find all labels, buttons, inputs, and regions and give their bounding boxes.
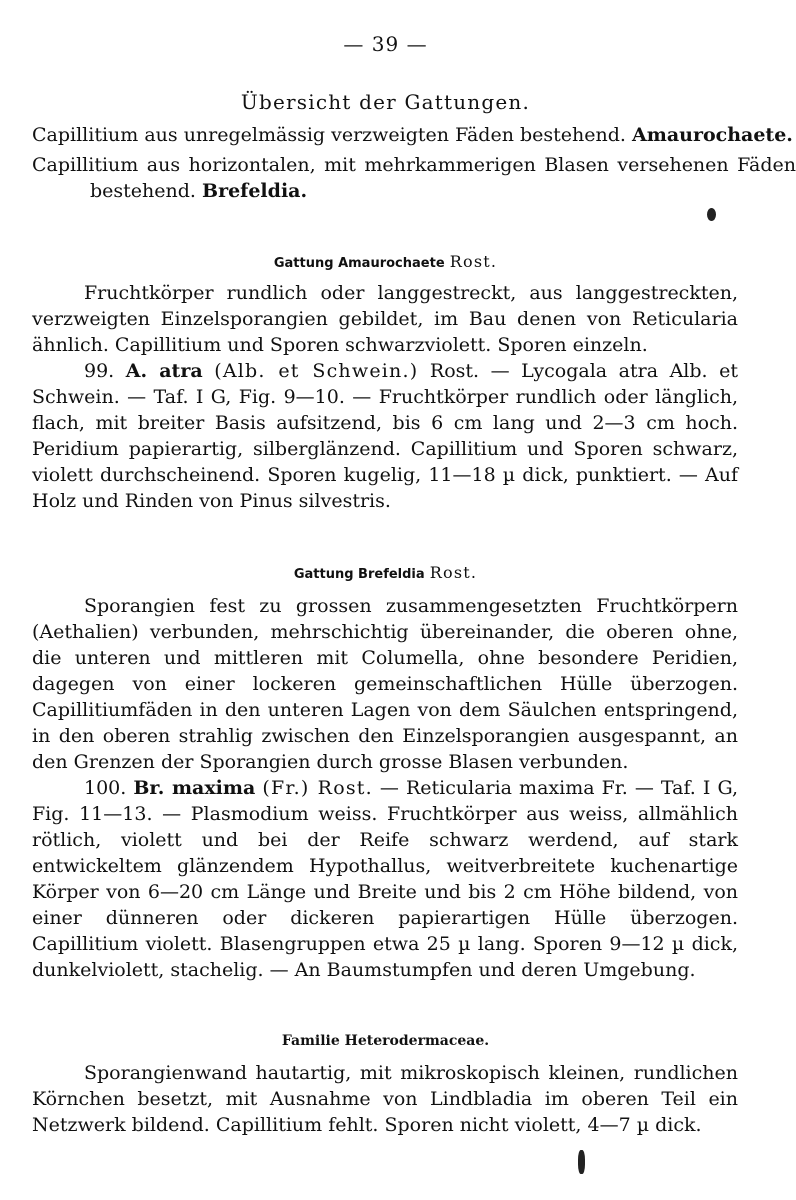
key-entry-2-text: Capillitium aus horizontalen, mit mehrkammerigen Blasen versehenen Fäden bestehend. — [32, 154, 796, 202]
brefeldia-description: Sporangien fest zu grossen zusammengesetzten Fruchtkörpern (Aethalien) verbunden, mehrschichtig übereinander, die oberen ohne, die unteren und mittleren mit Columella, ohne besondere Peridien, dagegen von einer lockeren gemeinschaftlichen Hülle überzogen. Capillitiumfäden in den unteren Lagen von dem Säulchen entspringend, in den oberen strahlig zwischen den Einzelsporangien ausgespannt, an den Grenzen der Sporangien durch grosse Blasen verbunden. — [32, 595, 738, 773]
species-100-number: 100. — [84, 777, 127, 799]
key-entry-1 — [32, 122, 796, 148]
key-entry-2 — [32, 152, 796, 204]
species-99-text: Rost. — Lycogala atra Alb. et Schwein. — Taf. I G, Fig. 9—10. — Fruchtkörper rundlich oder länglich, flach, mit breiter Basis aufsitzend, bis 6 cm lang und 2—3 cm hoch. Peridium papierartig, silberglänzend. Capillitium und Sporen schwarz, violett durchscheinend. Sporen kugelig, 11—18 µ dick, punktiert. — Auf Holz und Rinden von Pinus silvestris. — [32, 360, 738, 512]
key-entry-1-genus: Amaurochaete. — [631, 124, 793, 146]
brefeldia-title — [0, 563, 771, 582]
species-100-authority: (Fr.) Rost. — [262, 777, 373, 799]
brefeldia-title-author: Rost. — [429, 563, 478, 582]
species-99-authority: (Alb. et Schwein.) — [214, 360, 419, 382]
amaurochaete-description: Fruchtkörper rundlich oder langgestreckt, aus langgestreckten, verzweigten Einzelsporangien gebildet, im Bau denen von Reticularia ähnlich. Capillitium und Sporen schwarzviolett. Sporen einzeln. — [32, 282, 738, 356]
amaurochaete-species-99 — [32, 358, 738, 514]
overview-heading: Übersicht der Gattungen. — [240, 90, 531, 114]
ink-blot-2 — [578, 1150, 585, 1174]
species-100-name: Br. maxima — [133, 777, 256, 799]
species-99-name: A. atra — [125, 360, 203, 382]
brefeldia-title-name: Gattung Brefeldia — [293, 567, 425, 582]
species-100-text: — Reticularia maxima Fr. — Taf. I G, Fig. 11—13. — Plasmodium weiss. Fruchtkörper aus weiss, allmählich rötlich, violett und bei der Reife schwarz werdend, auf stark entwickeltem glänzendem Hypothallus, weitverbreitete kuchenartige Körper von 6—20 cm Länge und Breite und bis 2 cm Höhe bildend, von einer dünneren oder dickeren papierartigen Hülle überzogen. Capillitium violett. Blasengruppen etwa 25 µ lang. Sporen 9—12 µ dick, dunkelviolett, stachelig. — An Baumstumpfen und deren Umgebung. — [32, 777, 738, 981]
brefeldia-species-100 — [32, 775, 738, 983]
family-heterodermaceae-description: Sporangienwand hautartig, mit mikroskopisch kleinen, rundlichen Körnchen besetzt, mit Ausnahme von Lindbladia im oberen Teil ein Netzwerk bildend. Capillitium fehlt. Sporen nicht violett, 4—7 µ dick. — [32, 1062, 738, 1136]
key-entry-1-text: Capillitium aus unregelmässig verzweigten Fäden bestehend. — [32, 124, 626, 146]
key-entry-2-genus: Brefeldia. — [202, 180, 308, 202]
amaurochaete-title-author: Rost. — [449, 252, 498, 271]
family-heterodermaceae-title: Familie Heterodermaceae. — [281, 1033, 490, 1049]
amaurochaete-title — [0, 252, 771, 271]
ink-blot-1 — [707, 208, 716, 221]
page-number: — 39 — — [343, 32, 428, 56]
amaurochaete-title-name: Gattung Amaurochaete — [273, 256, 445, 271]
species-99-number: 99. — [84, 360, 115, 382]
